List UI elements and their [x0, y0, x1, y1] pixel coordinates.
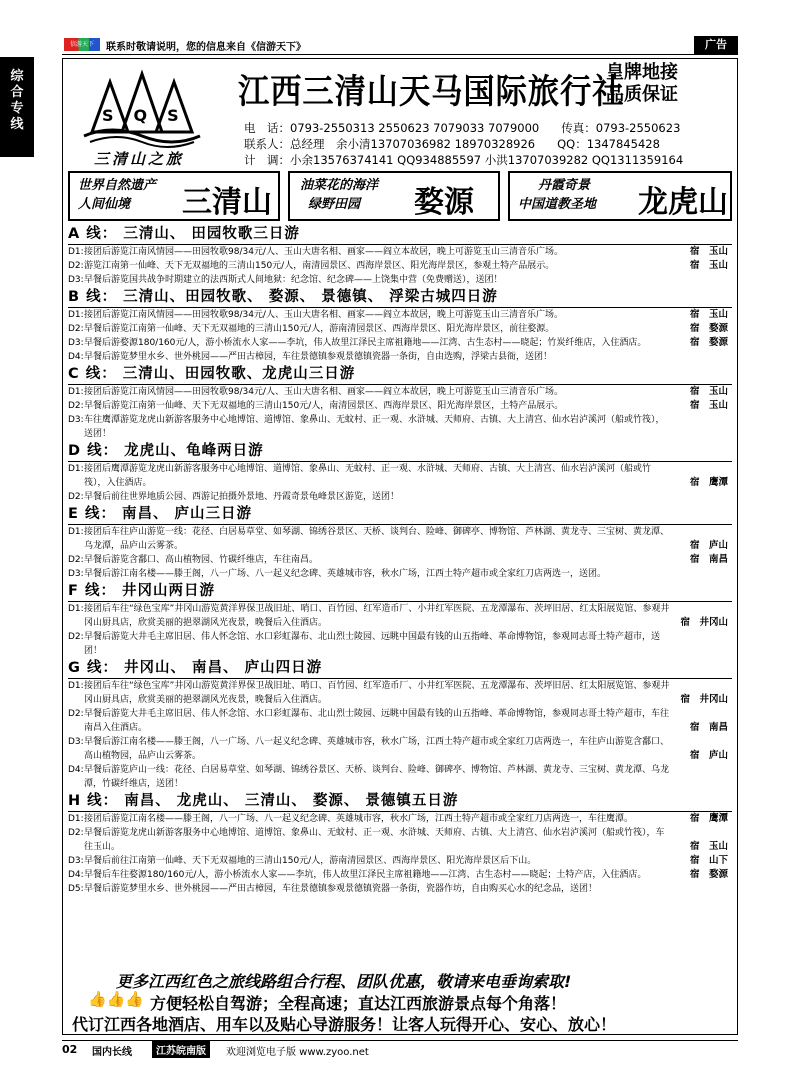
- day-text: 早餐后游江南名楼——滕王阁，八一广场、八一起义纪念碑、英雄城市容，秋水广场，江西土特产超市或全家红刀店两选一，车往庐山游览含鄱口、高山植物园，品庐山云雾茶。: [84, 737, 670, 761]
- slogan-line-1: 皇牌地接: [606, 62, 678, 83]
- banner-title: 婺源: [414, 185, 474, 220]
- day-label: D1:: [68, 464, 84, 474]
- route-title: F 线： 井冈山两日游: [68, 582, 732, 602]
- itinerary-day: [68, 630, 732, 658]
- company-name: 江西三清山天马国际旅行社: [238, 72, 625, 112]
- stay-location: 宿 玉山: [689, 246, 728, 257]
- route-title: B 线： 三清山、田园牧歌、 婺源、 景德镇、 浮梁古城四日游: [68, 288, 732, 308]
- itinerary-day: [68, 868, 732, 882]
- header-notice: 联系时敬请说明，您的信息来自《信游天下》: [106, 42, 306, 53]
- itinerary-day: [68, 707, 732, 735]
- day-text: 早餐后前往江南第一仙峰、天下无双福地的三清山150元/人，游南清园景区、西海岸景区、阳光海岸景区后下山。: [84, 856, 537, 866]
- itinerary-day: [68, 567, 732, 581]
- itinerary-day: [68, 490, 732, 504]
- stay-location: 宿 山下: [689, 855, 728, 866]
- itinerary-day: [68, 882, 732, 896]
- day-text: 早餐后游婺源180/160元/人，游小桥流水人家——李坑，伟人故里江泽民主席祖籍地——江湾、古生态村——晓起；竹炭纤维店，入住酒店。: [84, 338, 647, 348]
- day-label: D4:: [68, 352, 84, 362]
- day-text: 接团后游览江南风情园——田园牧歌98/34元/人、玉山大唐名相、画家——阎立本故居，晚上可游览玉山三清音乐广场。: [84, 247, 563, 257]
- day-text: 早餐后游览庐山一线：花径、白居易草堂、如琴湖、锦绣谷景区、天桥、谈判台、险峰、御碑亭、博物馆、芦林湖、黄龙寺、三宝树、黄龙潭、乌龙潭，竹碳纤维店，送团！: [84, 765, 670, 789]
- day-text: 接团后车往“绿色宝库”井冈山游览黄洋界保卫战旧址、哨口、百竹园、红军造币厂、小井红军医院、五龙潭瀑布、茨坪旧居、红太阳展览馆、参观井冈山厨具店，欣赏美丽的挹翠湖风光夜景，晚餐后入住酒店。: [84, 681, 670, 705]
- day-label: D1:: [68, 247, 84, 257]
- stay-location: 宿 玉山: [689, 400, 728, 411]
- day-text: 早餐后游览国共战争时期建立的法西斯式人间地狱：纪念馆、纪念碑——上饶集中营（免费赠送），送团！: [84, 275, 503, 285]
- itinerary-day: [68, 245, 732, 259]
- day-label: D2:: [68, 632, 84, 642]
- day-label: D2:: [68, 401, 84, 411]
- day-label: D1:: [68, 681, 84, 691]
- itinerary-day: [68, 259, 732, 273]
- page-number: 02: [62, 1043, 78, 1056]
- day-text: 早餐后游览江南第一仙峰、天下无双福地的三清山150元/人，南清园景区、西海岸景区、阳光海岸景区，土特产品展示。: [84, 401, 564, 411]
- contact-person: 联系人：总经理 余小清13707036982 18970328926: [244, 137, 536, 151]
- contact-fax: 传真：0793-2550623: [561, 121, 681, 135]
- itinerary-day: [68, 525, 732, 553]
- stay-location: 宿 井冈山: [680, 694, 728, 705]
- stay-location: 宿 玉山: [689, 309, 728, 320]
- footer-line-1: 更多江西红色之旅线路组合行程、团队优惠，敬请来电垂询索取!: [116, 972, 572, 991]
- day-label: D2:: [68, 261, 84, 271]
- itinerary-day: [68, 763, 732, 791]
- sidebar-label: 综合专线: [10, 69, 24, 132]
- banner-wuyuan: [288, 171, 500, 221]
- itinerary-day: [68, 413, 732, 441]
- itinerary-day: [68, 679, 732, 707]
- day-text: 早餐后车往婺源180/160元/人，游小桥流水人家——李坑，伟人故里江泽民主席祖籍地——江湾、古生态村——晓起；土特产店，入住酒店。: [84, 870, 647, 880]
- day-text: 早餐后前往世界地质公园、西游记拍摄外景地、丹霞奇景龟峰景区游览，送团！: [84, 492, 400, 502]
- itinerary-day: [68, 826, 732, 854]
- contact-planner: 计 调：小余13576374141 QQ934885597 小洪13707039282 QQ1311359164: [244, 153, 684, 167]
- routes-list: [68, 224, 732, 896]
- logo-letters: SQS: [102, 106, 199, 125]
- itinerary-day: [68, 350, 732, 364]
- day-label: D1:: [68, 310, 84, 320]
- stay-location: 宿 南昌: [689, 722, 728, 733]
- day-label: D1:: [68, 814, 84, 824]
- day-text: 接团后车往“绿色宝库”井冈山游览黄洋界保卫战旧址、哨口、百竹园、红军造币厂、小井红军医院、五龙潭瀑布、茨坪旧居、红太阳展览馆、参观井冈山厨具店，欣赏美丽的挹翠湖风光夜景，晚餐后入住酒店。: [84, 604, 670, 628]
- logo-caption: 三清山之旅: [94, 150, 185, 168]
- day-label: D3:: [68, 737, 84, 747]
- route-title: D 线： 龙虎山、龟峰两日游: [68, 442, 732, 462]
- stay-location: 宿 玉山: [689, 386, 728, 397]
- website-link[interactable]: 欢迎浏览电子版 www.zyoo.net: [226, 1047, 369, 1058]
- day-label: D3:: [68, 415, 84, 425]
- itinerary-day: [68, 735, 732, 763]
- day-label: D2:: [68, 709, 84, 719]
- day-text: 游览江南第一仙峰、天下无双福地的三清山150元/人，南清园景区、西海岸景区、阳光海岸景区，参观土特产品展示。: [84, 261, 555, 271]
- top-bar: [62, 36, 738, 55]
- day-label: D3:: [68, 569, 84, 579]
- contact-qq: QQ：1347845428: [557, 137, 660, 151]
- day-label: D3:: [68, 275, 84, 285]
- banner-title: 龙虎山: [638, 185, 728, 220]
- publication-logo: 信游天下: [64, 38, 100, 51]
- company-logo: [72, 64, 212, 168]
- banner-sub-1: 世界自然遗产: [78, 178, 157, 193]
- route-title: A 线： 三清山、 田园牧歌三日游: [68, 225, 732, 245]
- stay-location: 宿 玉山: [689, 260, 728, 271]
- stay-location: 宿 南昌: [689, 554, 728, 565]
- route-title: H 线： 南昌、 龙虎山、 三清山、 婺源、 景德镇五日游: [68, 792, 732, 812]
- page-footer: [62, 1040, 738, 1057]
- day-text: 早餐后游览大井毛主席旧居、伟人怀念馆、水口彩虹瀑布、北山烈士陵园、远眺中国最有钱的山五指峰、革命博物馆，参观同志哥土特产超市，送团！: [84, 632, 661, 656]
- day-text: 早餐后游览龙虎山新游客服务中心地博馆、道博馆、象鼻山、无蚊村、正一观、水浒城、天师府、古镇、大上清宫、仙水岩泸溪河（船或竹筏），车往玉山。: [84, 828, 665, 852]
- day-label: D1:: [68, 387, 84, 397]
- stay-location: 宿 鹰潭: [689, 813, 728, 824]
- itinerary-day: [68, 322, 732, 336]
- day-text: 早餐后游江南名楼——滕王阁，八一广场、八一起义纪念碑、英雄城市容，秋水广场，江西土特产超市或全家红刀店两选一，送团。: [84, 569, 607, 579]
- day-label: D1:: [68, 604, 84, 614]
- banner-longhushan: [508, 171, 732, 221]
- day-text: 早餐后游览含鄱口、高山植物园、竹碳纤维店，车往南昌。: [84, 555, 319, 565]
- thumbs-up-icon: 👍👍👍: [88, 990, 145, 1008]
- itinerary-day: [68, 854, 732, 868]
- itinerary-day: [68, 553, 732, 567]
- day-label: D3:: [68, 338, 84, 348]
- slogan: [606, 62, 678, 106]
- day-label: D4:: [68, 870, 84, 880]
- day-text: 接团后游览江南名楼——滕王阁，八一广场、八一起义纪念碑、英雄城市容，秋水广场，江西土特产超市或全家红刀店两选一，车往鹰潭。: [84, 814, 634, 824]
- banner-sub-1: 油菜花的海洋: [300, 178, 379, 193]
- day-label: D2:: [68, 555, 84, 565]
- day-text: 接团后车往庐山游览一线：花径、白居易草堂、如琴湖、锦绣谷景区、天桥、谈判台、险峰、御碑亭、博物馆、芦林湖、黄龙寺、三宝树、黄龙潭、乌龙潭，品庐山云雾茶。: [84, 527, 670, 551]
- day-label: D2:: [68, 324, 84, 334]
- itinerary-day: [68, 812, 732, 826]
- day-text: 早餐后游览大井毛主席旧居、伟人怀念馆、水口彩虹瀑布、北山烈士陵园、远眺中国最有钱的山五指峰、革命博物馆，参观同志哥土特产超市，车往南昌入住酒店。: [84, 709, 670, 733]
- edition-badge: 江苏皖南版: [152, 1041, 210, 1058]
- itinerary-day: [68, 308, 732, 322]
- stay-location: 宿 婺源: [689, 323, 728, 334]
- day-label: D5:: [68, 884, 84, 894]
- day-text: 车往鹰潭游览龙虎山新游客服务中心地博馆、道博馆、象鼻山、无蚊村、正一观、水浒城、天师府、古镇、大上清宫、仙水岩泸溪河（船或竹筏），送团！: [84, 415, 665, 439]
- stay-location: 宿 庐山: [689, 750, 728, 761]
- itinerary-day: [68, 602, 732, 630]
- itinerary-day: [68, 336, 732, 350]
- banner-sub-2: 人间仙境: [78, 197, 131, 212]
- banner-title: 三清山: [182, 185, 272, 220]
- day-label: D1:: [68, 527, 84, 537]
- day-text: 接团后鹰潭游览龙虎山新游客服务中心地博馆、道博馆、象鼻山、无蚊村、正一观、水浒城、天师府、古镇、大上清宫、仙水岩泸溪河（船或竹筏），入住酒店。: [84, 464, 652, 488]
- day-text: 早餐后游览江南第一仙峰、天下无双福地的三清山150元/人，游南清园景区、西海岸景区、阳光海岸景区，前往婺源。: [84, 324, 555, 334]
- route-title: G 线： 井冈山、 南昌、 庐山四日游: [68, 659, 732, 679]
- stay-location: 宿 婺源: [689, 869, 728, 880]
- stay-location: 宿 婺源: [689, 337, 728, 348]
- contacts-block: [244, 120, 683, 168]
- footer-line-2: 方便轻松自驾游；全程高速；直达江西旅游景点每个角落！: [150, 994, 567, 1013]
- section-name: 国内长线: [92, 1047, 132, 1058]
- day-text: 接团后游览江南风情园——田园牧歌98/34元/人、玉山大唐名相、画家——阎立本故居，晚上可游览玉山三清音乐广场。: [84, 310, 563, 320]
- section-sidebar: [0, 57, 34, 157]
- day-label: D4:: [68, 765, 84, 775]
- ad-tag: 广告: [694, 36, 738, 54]
- banner-sanqingshan: [68, 171, 280, 221]
- itinerary-day: [68, 462, 732, 490]
- day-label: D2:: [68, 492, 84, 502]
- day-label: D3:: [68, 856, 84, 866]
- day-text: 早餐后游览梦里水乡、世外桃园——严田古樟园，车往景德镇参观景德镇瓷器一条街，自由选购，浮梁古县衙，送团！: [84, 352, 553, 362]
- footer-line-3: 代订江西各地酒店、用车以及贴心导游服务！让客人玩得开心、安心、放心！: [72, 1015, 617, 1034]
- stay-location: 宿 庐山: [689, 540, 728, 551]
- banner-sub-2: 绿野田园: [308, 197, 361, 212]
- route-title: C 线： 三清山、田园牧歌、龙虎山三日游: [68, 365, 732, 385]
- route-title: E 线： 南昌、 庐山三日游: [68, 505, 732, 525]
- day-label: D2:: [68, 828, 84, 838]
- stay-location: 宿 玉山: [689, 841, 728, 852]
- stay-location: 宿 井冈山: [680, 617, 728, 628]
- day-text: 接团后游览江南风情园——田园牧歌98/34元/人、玉山大唐名相、画家——阎立本故居，晚上可游览玉山三清音乐广场。: [84, 387, 563, 397]
- slogan-line-2: 品质保证: [606, 84, 678, 105]
- stay-location: 宿 鹰潭: [689, 477, 728, 488]
- itinerary-day: [68, 385, 732, 399]
- contact-tel: 电 话：0793-2550313 2550623 7079033 7079000: [244, 121, 540, 135]
- day-text: 早餐后游览梦里水乡、世外桃园——严田古樟园，车往景德镇参观景德镇瓷器一条街，瓷器作坊，自由购买心水的纪念品，送团！: [84, 884, 598, 894]
- banner-sub-2: 中国道教圣地: [518, 197, 597, 212]
- itinerary-day: [68, 273, 732, 287]
- itinerary-day: [68, 399, 732, 413]
- banner-sub-1: 丹霞奇景: [538, 178, 591, 193]
